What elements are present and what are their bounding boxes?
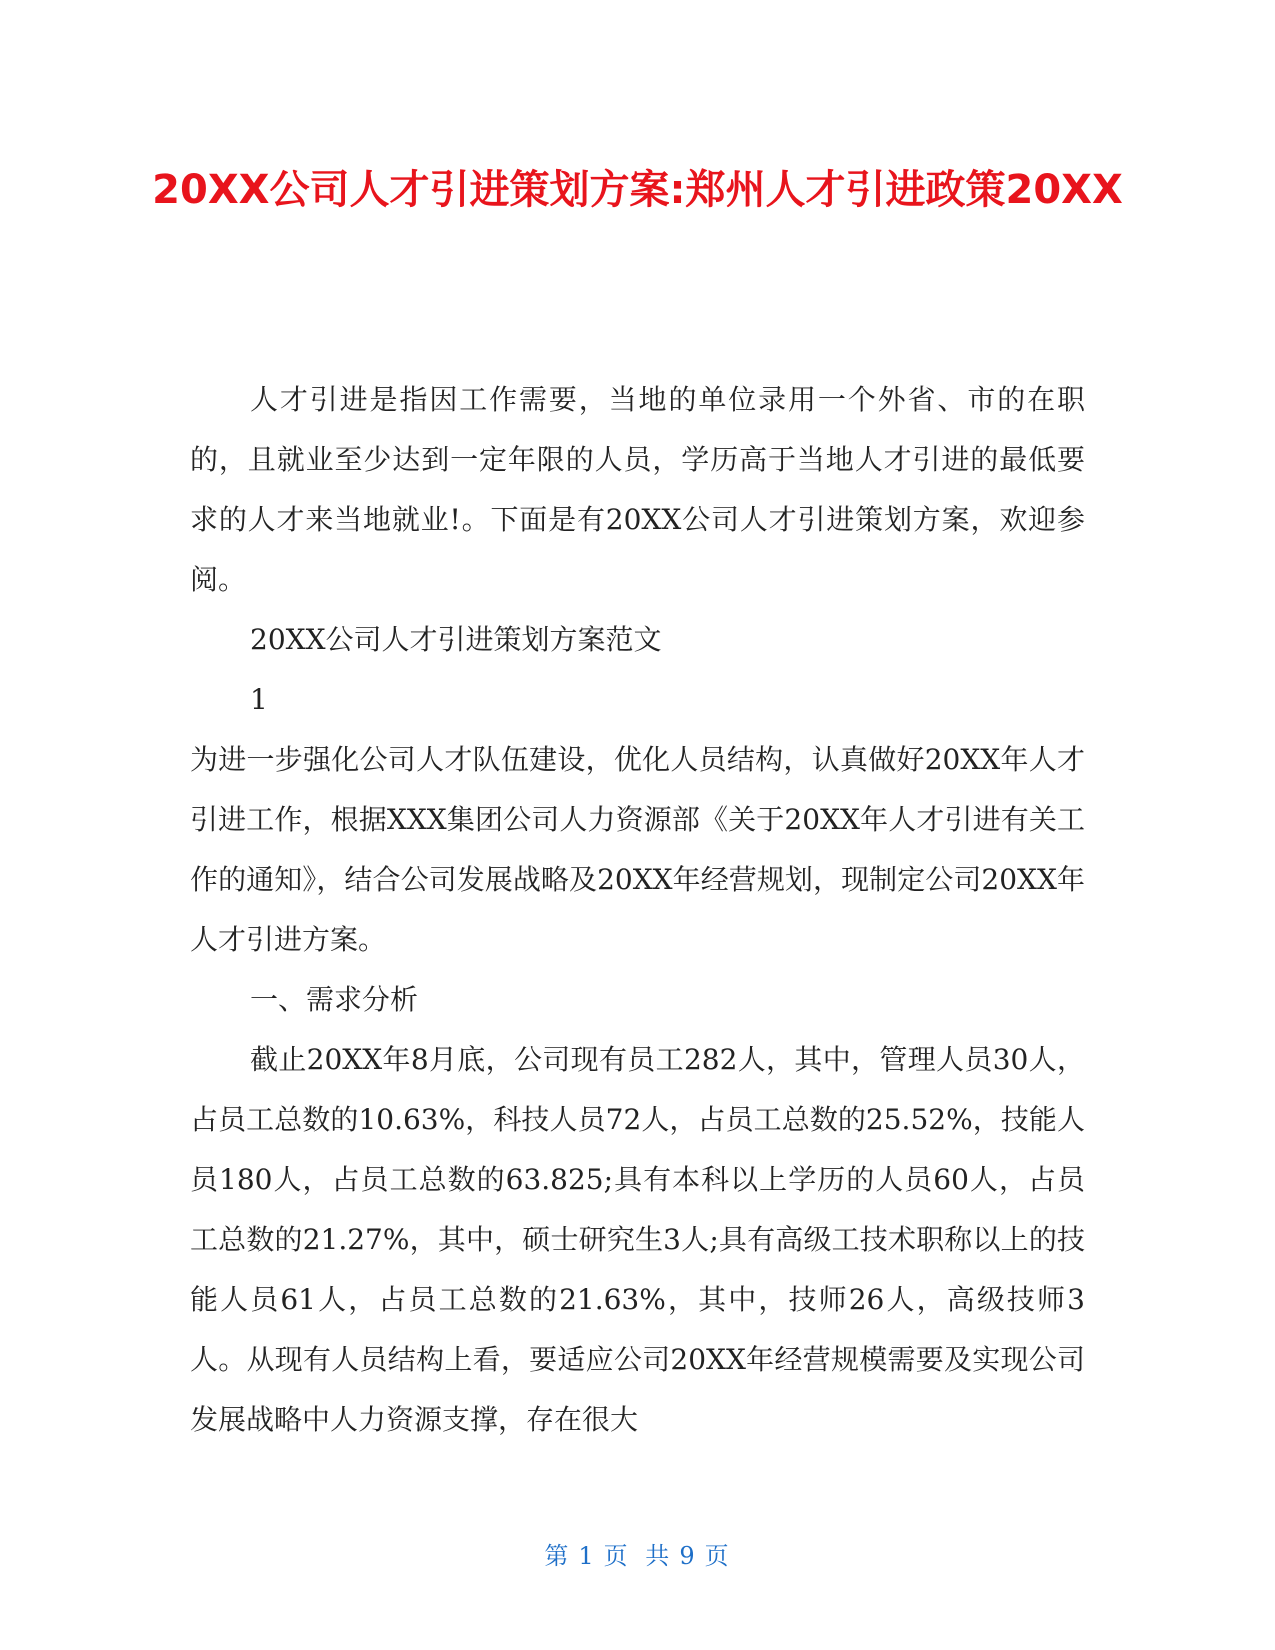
footer-current-page: 1 (578, 1542, 596, 1570)
sample-number: 1 (250, 683, 268, 716)
intro-paragraph: 人才引进是指因工作需要，当地的单位录用一个外省、市的在职的，且就业至少达到一定年限的人员，学历高于当地人才引进的最低要求的人才来当地就业!。下面是有20XX公司人才引进策划方案，欢迎参阅。 (190, 383, 1085, 596)
footer-total-pages: 9 (679, 1542, 697, 1570)
footer-prefix: 第 (544, 1542, 571, 1570)
purpose-paragraph: 为进一步强化公司人才队伍建设，优化人员结构，认真做好20XX年人才引进工作，根据XXX集团公司人力资源部《关于20XX年人才引进有关工作的通知》，结合公司发展战略及20XX年经营规划，现制定公司20XX年人才引进方案。 (190, 743, 1085, 956)
footer-mid: 页 共 (603, 1542, 672, 1570)
staff-statistics-paragraph: 截止20XX年8月底，公司现有员工282人，其中，管理人员30人，占员工总数的10.63%，科技人员72人，占员工总数的25.52%，技能人员180人，占员工总数的63.825;具有本科以上学历的人员60人，占员工总数的21.27%，其中，硕士研究生3人;具有高级工技术职称以上的技能人员61人，占员工总数的21.63%，其中，技师26人，高级技师3人。从现有人员结构上看，要适应公司20XX年经营规模需要及实现公司发展战略中人力资源支撑，存在很大 (190, 1043, 1085, 1436)
document-body (190, 370, 1085, 1450)
section-heading-sample: 20XX公司人才引进策划方案范文 (250, 623, 662, 656)
footer-suffix: 页 (704, 1542, 731, 1570)
document-title: 20XX公司人才引进策划方案:郑州人才引进政策20XX (152, 167, 1123, 213)
page-footer (0, 1536, 1275, 1571)
section-heading-demand-analysis: 一、需求分析 (250, 983, 419, 1016)
